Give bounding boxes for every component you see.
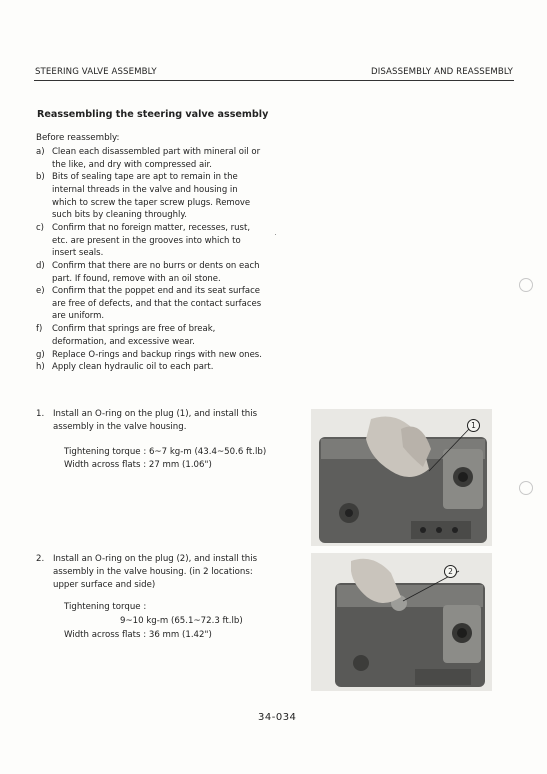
list-item-text: Bits of sealing tape are apt to remain in the internal threads in the valve and housing in which to screw the taper screw plugs. Remove such bits by cleaning throughly. (52, 172, 251, 221)
list-item (36, 222, 264, 260)
header-chapter-title: DISASSEMBLY AND REASSEMBLY (370, 67, 513, 77)
list-item-text: Confirm that no foreign matter, recesses, rust, etc. are present in the grooves into which to insert seals. (52, 222, 251, 259)
procedure-step-1 (36, 408, 263, 434)
list-item (36, 323, 264, 348)
procedure-step-text: Install an O-ring on the plug (1), and install this assembly in the valve housing. (53, 409, 258, 432)
list-item-marker: g) (36, 349, 45, 360)
list-item (36, 171, 264, 221)
list-item (36, 260, 264, 285)
list-item-text: Confirm that there are no burrs or dents on each part. If found, remove with an oil stone. (52, 260, 260, 284)
width-across-flats-1: Width across flats : 27 mm (1.06") (64, 460, 212, 470)
page-title: Reassembling the steering valve assembly (37, 109, 269, 120)
list-item-marker: f) (36, 324, 43, 335)
intro-text: Before reassembly: (36, 133, 120, 143)
page-number: 34-034 (258, 712, 297, 723)
prep-step-list (36, 146, 264, 374)
valve-housing-illustration-2 (311, 553, 492, 691)
tightening-torque-label-2: Tightening torque : (64, 602, 147, 612)
list-item (36, 285, 264, 323)
procedure-step-2 (36, 553, 263, 592)
list-item-marker: d) (36, 260, 45, 271)
valve-housing-photo-1 (311, 409, 492, 546)
valve-housing-illustration-1 (311, 409, 492, 546)
tightening-torque-value-2: 9~10 kg-m (65.1~72.3 ft.lb) (120, 616, 243, 626)
list-item-marker: e) (36, 286, 45, 297)
list-item (36, 349, 264, 362)
header-divider (34, 80, 514, 81)
list-item-marker: c) (36, 222, 44, 233)
list-item-text: Confirm that springs are free of break, deformation, and excessive wear. (52, 324, 216, 347)
list-item-text: Apply clean hydraulic oil to each part. (52, 362, 214, 373)
list-item-text: Confirm that the poppet end and its seat surface are free of defects, and that the contact surfaces are uniform. (52, 286, 262, 322)
header-section-title: STEERING VALVE ASSEMBLY (35, 67, 157, 77)
valve-housing-photo-2 (311, 553, 492, 691)
binder-hole (519, 278, 533, 292)
list-item-marker: a) (36, 147, 45, 157)
callout-1: 1 (467, 419, 480, 432)
procedure-step-number: 2. (36, 554, 45, 564)
callout-2: 2 (444, 565, 457, 578)
scan-speck (275, 234, 276, 235)
list-item (36, 361, 264, 374)
list-item-marker: h) (36, 362, 45, 373)
list-item-text: Clean each disassembled part with mineral oil or the like, and dry with compressed air. (52, 147, 261, 170)
list-item-text: Replace O-rings and backup rings with new ones. (52, 349, 262, 360)
list-item-marker: b) (36, 172, 45, 183)
procedure-step-number: 1. (36, 409, 45, 419)
width-across-flats-2: Width across flats : 36 mm (1.42") (64, 630, 212, 640)
tightening-torque-1: Tightening torque : 6~7 kg-m (43.4~50.6 ft.lb) (64, 447, 267, 457)
binder-hole (519, 481, 533, 495)
list-item (36, 146, 264, 171)
procedure-step-text: Install an O-ring on the plug (2), and install this assembly in the valve housing. (in 2 locations: upper surface and side) (53, 554, 258, 590)
